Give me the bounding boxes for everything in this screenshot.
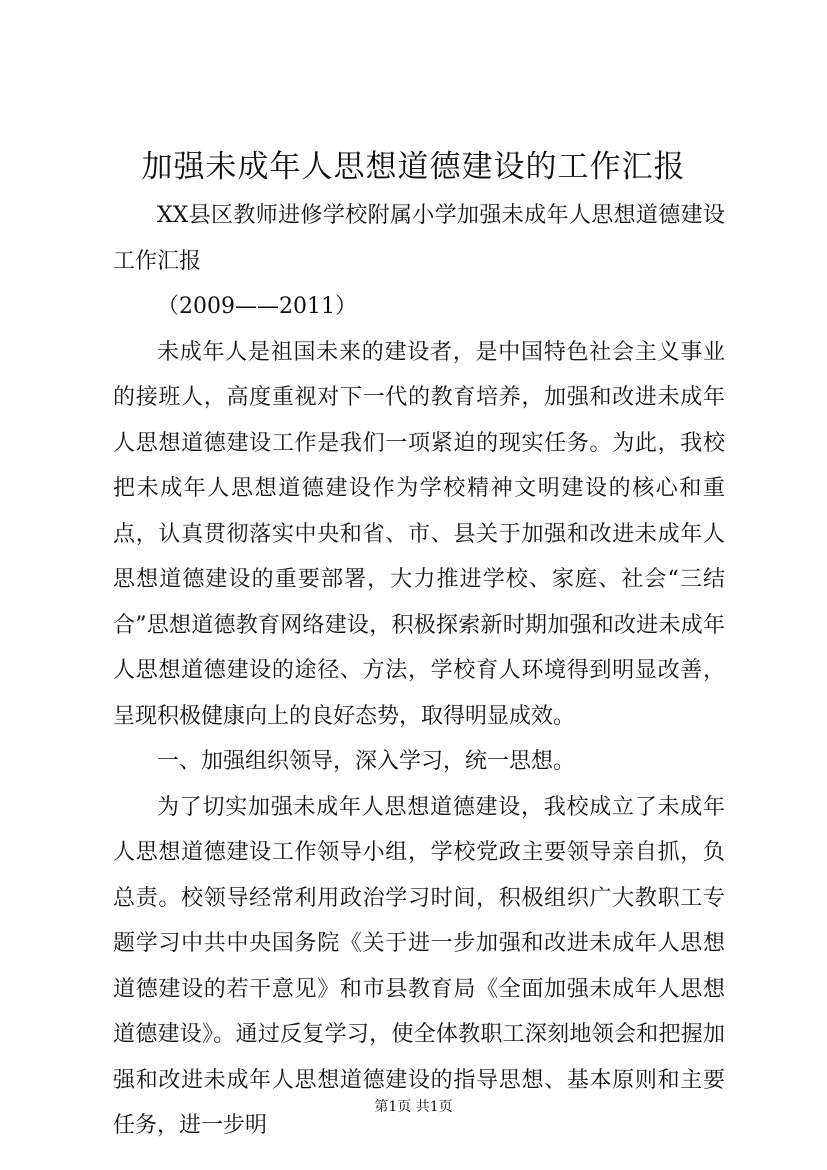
section-heading-1: 一、加强组织领导，深入学习，统一思想。: [157, 749, 576, 774]
paragraph-years: （2009——2011）: [157, 294, 357, 319]
document-body: [113, 193, 725, 1149]
document-title: 加强未成年人思想道德建设的工作汇报: [141, 149, 686, 185]
page-number-footer: 第1页 共1页: [374, 1099, 453, 1115]
paragraph-intro: 未成年人是祖国未来的建设者，是中国特色社会主义事业的接班人，高度重视对下一代的教育培养，加强和改进未成年人思想道德建设工作是我们一项紧迫的现实任务。为此，我校把未成年人思想道德建设作为学校精神文明建设的核心和重点，认真贯彻落实中央和省、市、县关于加强和改进未成年人思想道德建设的重要部署，大力推进学校、家庭、社会“三结合”思想道德教育网络建设，积极探索新时期加强和改进未成年人思想道德建设的途径、方法，学校育人环境得到明显改善，呈现积极健康向上的良好态势，取得明显成效。: [113, 339, 725, 729]
paragraph-section-1: 为了切实加强未成年人思想道德建设，我校成立了未成年人思想道德建设工作领导小组，学校党政主要领导亲自抓，负总责。校领导经常利用政治学习时间，积极组织广大教职工专题学习中共中央国务院《关于进一步加强和改进未成年人思想道德建设的若干意见》和市县教育局《全面加强未成年人思想道德建设》。通过反复学习，使全体教职工深刻地领会和把握加强和改进未成年人思想道德建设的指导思想、基本原则和主要任务，进一步明: [113, 794, 725, 1138]
paragraph-subtitle: XX县区教师进修学校附属小学加强未成年人思想道德建设工作汇报: [113, 203, 725, 274]
